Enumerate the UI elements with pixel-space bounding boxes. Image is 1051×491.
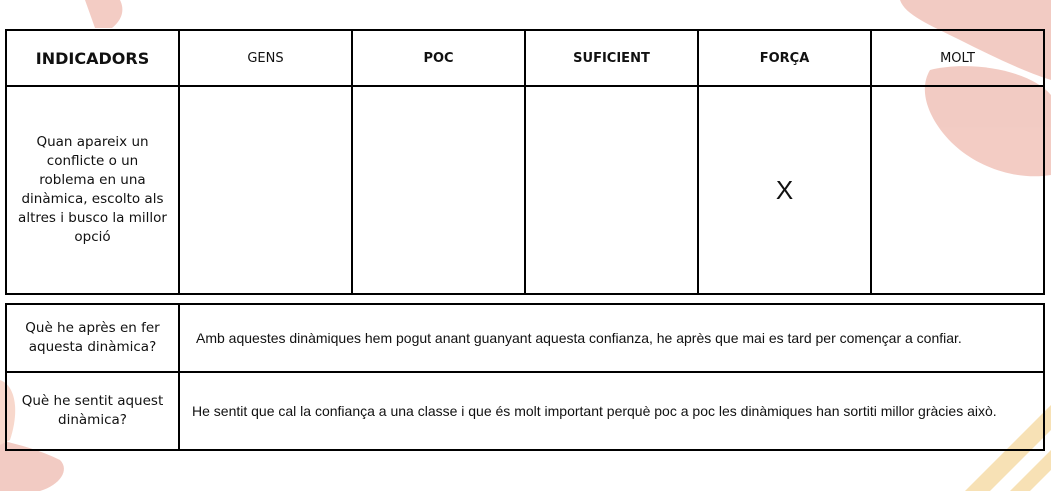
question-felt: Què he sentit aquest dinàmica? — [6, 372, 179, 450]
cell-gens — [179, 86, 352, 294]
rubric-row — [6, 86, 1044, 294]
header-suficient: SUFICIENT — [525, 30, 698, 86]
cell-suficient — [525, 86, 698, 294]
cell-forca-mark: X — [698, 86, 871, 294]
reflection-table — [5, 303, 1045, 451]
header-molt: MOLT — [871, 30, 1044, 86]
answer-learned: Amb aquestes dinàmiques hem pogut anant guanyant aquesta confianza, he après que mai es tard per començar a confiar. — [179, 304, 1044, 372]
red-blob-top-left — [85, 0, 122, 28]
cell-poc — [352, 86, 525, 294]
question-learned: Què he après en fer aquesta dinàmica? — [6, 304, 179, 372]
reflection-row — [6, 372, 1044, 450]
header-gens: GENS — [179, 30, 352, 86]
header-poc: POC — [352, 30, 525, 86]
header-forca: FORÇA — [698, 30, 871, 86]
answer-felt: He sentit que cal la confiança a una classe i que és molt important perquè poc a poc les dinàmiques han sortiti millor gràcies això. — [179, 372, 1044, 450]
rubric-table — [5, 29, 1045, 295]
header-indicadors: INDICADORS — [6, 30, 179, 86]
cell-molt — [871, 86, 1044, 294]
rubric-header-row — [6, 30, 1044, 86]
reflection-row — [6, 304, 1044, 372]
indicator-text: Quan apareix un conflicte o un roblema en una dinàmica, escolto als altres i busco la millor opció — [6, 86, 179, 294]
